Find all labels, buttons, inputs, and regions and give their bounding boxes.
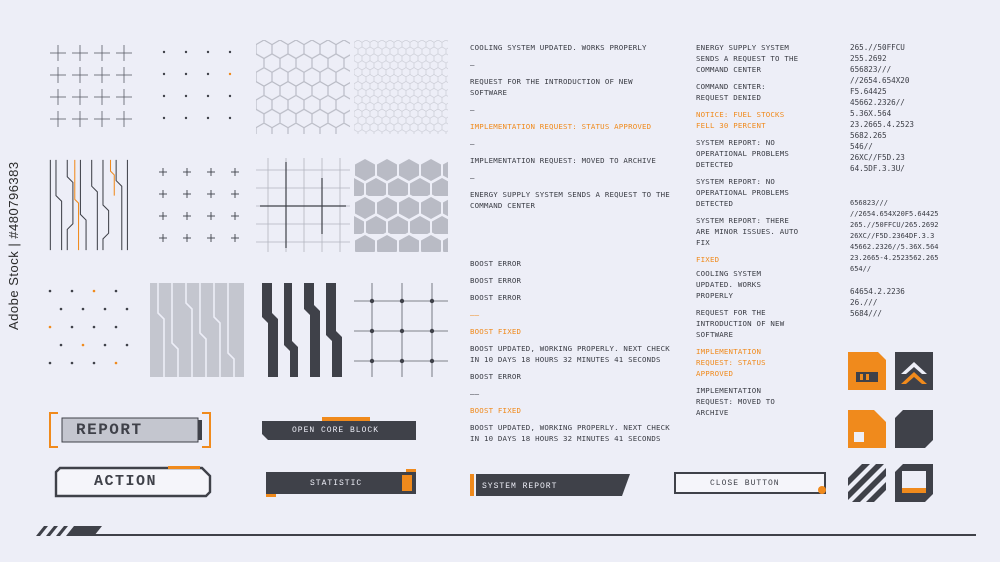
log-entry-highlight: FIXED xyxy=(696,255,720,264)
code-line: 255.2692 xyxy=(850,54,887,63)
log-column-4 xyxy=(696,268,802,424)
hex-mesh-pattern xyxy=(354,40,448,134)
window-frame-icon[interactable] xyxy=(895,464,933,502)
code-line: 64654.2.2236 xyxy=(850,287,905,296)
log-entry-highlight: BOOST FIXED xyxy=(470,327,522,336)
circuit-lines-pattern xyxy=(40,158,134,252)
close-button-label: CLOSE BUTTON xyxy=(710,479,780,488)
log-entry: COOLING SYSTEM UPDATED. WORKS PROPERLY xyxy=(696,269,762,300)
code-line: 26./// xyxy=(850,298,878,307)
code-block-1 xyxy=(850,42,980,174)
code-line: F5.64425 xyxy=(850,87,887,96)
code-line: 26XC//F5D.23 xyxy=(850,153,905,162)
log-separator: – xyxy=(470,60,475,69)
hex-outline-pattern xyxy=(256,40,350,134)
code-line: 656823/// xyxy=(850,65,892,74)
open-core-block-button[interactable] xyxy=(262,416,418,442)
code-line: 23.2665-4.2523562.265 xyxy=(850,254,939,262)
code-line: 23.2665.4.2523 xyxy=(850,120,915,129)
log-entry-highlight: IMPLEMENTATION REQUEST: STATUS APPROVED xyxy=(470,122,652,131)
stock-watermark: Adobe Stock | #480796383 xyxy=(6,161,21,330)
code-line: //2654.654X20 xyxy=(850,76,910,85)
log-entry: BOOST ERROR xyxy=(470,259,522,268)
log-entry: SYSTEM REPORT: THERE ARE MINOR ISSUES. AUTO FIX xyxy=(696,216,799,247)
log-entry: COOLING SYSTEM UPDATED. WORKS PROPERLY xyxy=(470,43,647,52)
code-line: 656823/// xyxy=(850,199,888,207)
plus-grid-pattern xyxy=(150,158,244,252)
folded-card-icon[interactable] xyxy=(848,410,886,448)
code-line: 546// xyxy=(850,142,873,151)
system-report-label: SYSTEM REPORT xyxy=(482,482,558,491)
log-entry: ENERGY SUPPLY SYSTEM SENDS A REQUEST TO THE COMMAND CENTER xyxy=(470,190,670,210)
hazard-stripes-icon[interactable] xyxy=(848,464,886,502)
action-label: ACTION xyxy=(94,473,158,490)
log-separator: – xyxy=(470,173,475,182)
code-line: 5684/// xyxy=(850,309,883,318)
dot-grid-pattern xyxy=(150,40,244,134)
statistic-button[interactable] xyxy=(266,469,416,497)
code-line: 45662.2326// xyxy=(850,98,905,107)
log-entry-highlight: IMPLEMENTATION REQUEST: STATUS APPROVED xyxy=(696,347,766,378)
log-entry: IMPLEMENTATION REQUEST: MOVED TO ARCHIVE xyxy=(696,386,776,417)
stripe-divider xyxy=(36,522,976,538)
report-button[interactable] xyxy=(48,412,212,448)
log-entry-highlight: NOTICE: FUEL STOCKS FELL 30 PERCENT xyxy=(696,110,785,130)
system-report-button[interactable] xyxy=(470,474,630,496)
statistic-label: STATISTIC xyxy=(310,479,363,488)
code-line: 654// xyxy=(850,265,872,273)
dotted-staggered-pattern xyxy=(40,283,134,377)
log-entry: BOOST ERROR xyxy=(470,293,522,302)
log-entry: BOOST ERROR xyxy=(470,276,522,285)
crosshair-grid-pattern xyxy=(40,40,134,134)
circuit-light-pattern xyxy=(150,283,244,377)
log-entry: IMPLEMENTATION REQUEST: MOVED TO ARCHIVE xyxy=(470,156,656,165)
log-column-1 xyxy=(470,42,670,217)
log-separator: – xyxy=(470,139,475,148)
log-entry: BOOST ERROR xyxy=(470,372,522,381)
action-button[interactable] xyxy=(52,466,214,498)
log-entry: REQUEST FOR THE INTRODUCTION OF NEW SOFTWARE xyxy=(470,77,633,97)
code-line: //2654.654X20F5.64425 xyxy=(850,210,939,218)
code-line: 5.36X.564 xyxy=(850,109,892,118)
log-entry: BOOST UPDATED, WORKING PROPERLY. NEXT CHECK IN 10 DAYS 18 HOURS 32 MINUTES 41 SECONDS xyxy=(470,344,670,364)
save-card-icon[interactable] xyxy=(848,352,886,390)
log-entry: BOOST UPDATED, WORKING PROPERLY. NEXT CHECK IN 10 DAYS 18 HOURS 32 MINUTES 41 SECONDS xyxy=(470,423,670,443)
close-button[interactable] xyxy=(674,472,830,496)
log-column-3 xyxy=(696,42,802,271)
log-entry: SYSTEM REPORT: NO OPERATIONAL PROBLEMS DETECTED xyxy=(696,177,789,208)
log-column-2 xyxy=(470,258,670,450)
log-separator: —— xyxy=(470,389,480,398)
code-line: 26XC//F5D.2364DF.3.3 xyxy=(850,232,935,240)
code-line: 45662.2326//5.36X.564 xyxy=(850,243,939,251)
line-grid-pattern xyxy=(256,158,350,252)
code-line: 265.//50FFCU/265.2692 xyxy=(850,221,939,229)
log-entry: ENERGY SUPPLY SYSTEM SENDS A REQUEST TO THE COMMAND CENTER xyxy=(696,43,799,74)
log-entry: REQUEST FOR THE INTRODUCTION OF NEW SOFTWARE xyxy=(696,308,785,339)
log-separator: – xyxy=(470,105,475,114)
log-entry-highlight: BOOST FIXED xyxy=(470,406,522,415)
code-line: 265.//50FFCU xyxy=(850,43,905,52)
log-separator: —— xyxy=(470,310,480,319)
open-core-block-label: OPEN CORE BLOCK xyxy=(292,426,380,435)
code-block-2 xyxy=(850,198,995,275)
hex-solid-pattern xyxy=(354,158,448,252)
node-grid-pattern xyxy=(354,283,448,377)
circuit-dark-pattern xyxy=(256,283,350,377)
cut-corner-square-icon[interactable] xyxy=(895,410,933,448)
chevron-up-icon[interactable] xyxy=(895,352,933,390)
code-block-3 xyxy=(850,286,980,319)
code-line: 64.5DF.3.3U/ xyxy=(850,164,905,173)
log-entry: COMMAND CENTER: REQUEST DENIED xyxy=(696,82,766,102)
report-label: REPORT xyxy=(76,421,143,439)
log-entry: SYSTEM REPORT: NO OPERATIONAL PROBLEMS DETECTED xyxy=(696,138,789,169)
code-line: 5682.265 xyxy=(850,131,887,140)
